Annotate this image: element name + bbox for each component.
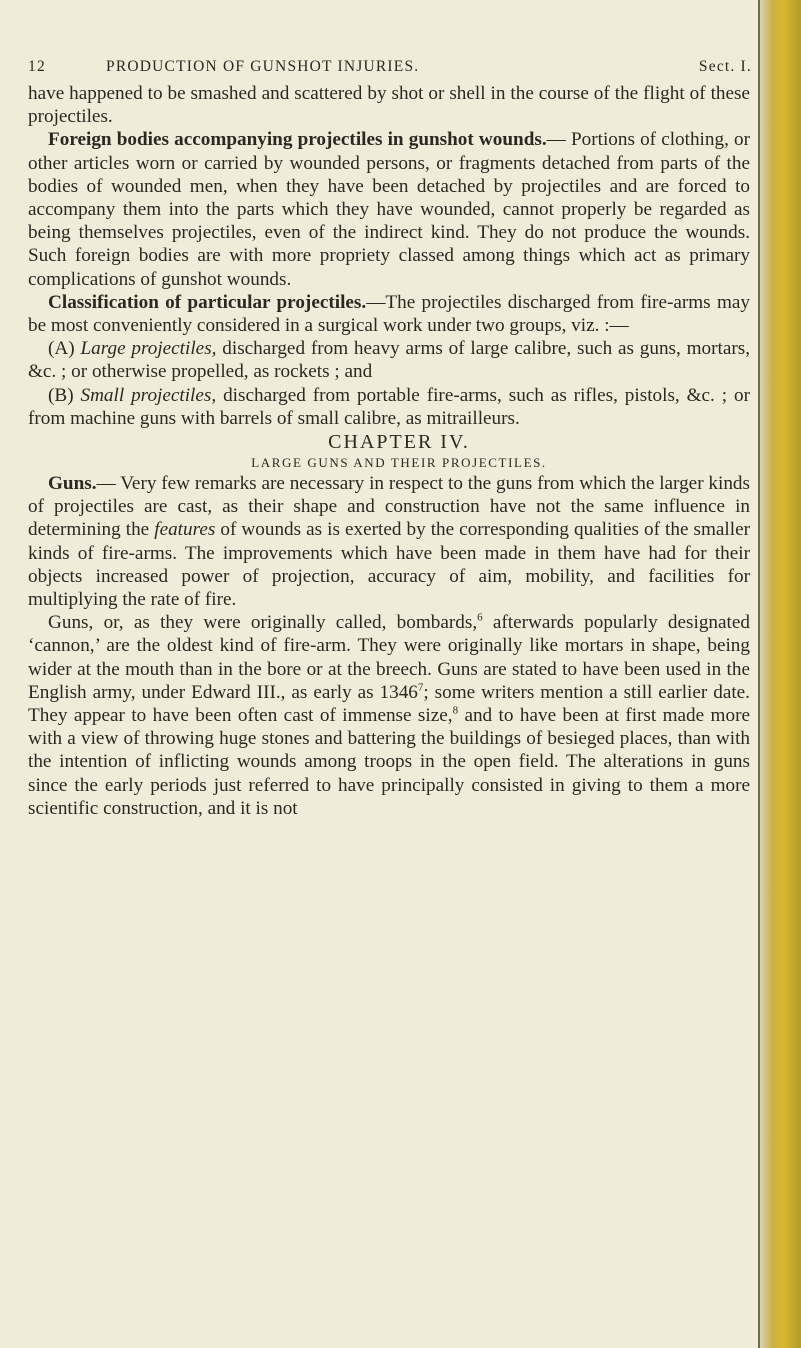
term-features: features <box>154 519 216 541</box>
paragraph-text: — Very few remarks are necessary in respect to the guns from which the larger kinds of projectiles are cast, as their shape and construction have not the same influence in determining the <box>28 473 750 541</box>
term-large-projectiles: Large projectiles, <box>80 338 217 360</box>
paragraph-text: — Portions of clothing, or other articles worn or carried by wounded persons, or fragments detached from parts of the bodies of wounded men, when they have been detached by projectiles and are forced to accompany them into the parts which they have wounded, cannot properly be regarded as being themselves projectiles, even of the indirect kind. They do not produce the wounds. Such foreign bodies are with more propriety classed among things which act as primary complications of gunshot wounds. <box>28 129 750 290</box>
heading-guns: Guns. <box>48 473 97 495</box>
paragraph-bombards <box>28 611 750 820</box>
body-text <box>28 82 750 820</box>
paragraph-continuation: have happened to be smashed and scattered by shot or shell in the course of the flight of these projectiles. <box>28 83 750 128</box>
paragraph-text: discharged from heavy arms of large calibre, such as guns, mortars, &c. ; or otherwise propelled, as rockets ; and <box>28 338 751 383</box>
running-head <box>28 58 752 82</box>
paragraph-text: —The projectiles discharged from fire-arms may be most conveniently considered in a surgical work under two groups, viz. :— <box>28 291 750 337</box>
paragraph-classification <box>28 291 750 337</box>
paragraph-text: and to have been at first made more with a view of throwing huge stones and battering the buildings of besieged places, than with the intention of inflicting wounds among troops in the open field. The alterations in guns since the early periods just referred to have principally consisted in giving to them a more scientific construction, and it is not <box>28 705 750 819</box>
paragraph-text: afterwards popularly designated ‘cannon,’ are the oldest kind of fire-arm. They were originally like mortars in shape, being wider at the mouth than in the bore or at the breech. Guns are stated to have been used in the English army, under Edward III., as early as 1346 <box>28 612 750 703</box>
footnote-ref: 6 <box>477 611 483 624</box>
chapter-title: CHAPTER IV. <box>328 431 470 454</box>
paragraph-text: ; some writers mention a still earlier date. They appear to have been often cast of immense size, <box>28 681 750 727</box>
footnote-ref: 8 <box>452 704 459 717</box>
paragraph-guns <box>28 472 750 611</box>
paragraph-text: Guns, or, as they were originally called, bombards, <box>48 612 478 634</box>
page-number: 12 <box>28 58 46 75</box>
paragraph-text: discharged from portable fire-arms, such as rifles, pistols, &c. ; or from machine guns with barrels of small calibre, as mitrailleurs. <box>28 384 750 429</box>
heading-foreign-bodies: Foreign bodies accompanying projectiles in gunshot wounds. <box>48 129 547 151</box>
list-label: (A) <box>48 338 75 360</box>
book-edge <box>760 0 801 1348</box>
term-small-projectiles: Small projectiles, <box>80 384 217 406</box>
list-label: (B) <box>48 384 74 406</box>
paragraph-small-projectiles <box>28 384 750 430</box>
section-label: Sect. I. <box>698 58 752 75</box>
paragraph-text: of wounds as is exerted by the corresponding qualities of the smaller kinds of fire-arms. The improvements which have been made in them have had for their objects increased power of projection, accuracy of aim, mobility, and facilities for multiplying the rate of fire. <box>28 519 750 611</box>
running-title: PRODUCTION OF GUNSHOT INJURIES. <box>106 58 420 75</box>
paragraph-large-projectiles <box>28 337 750 383</box>
paragraph-foreign-bodies <box>28 128 750 290</box>
chapter-subtitle: LARGE GUNS AND THEIR PROJECTILES. <box>251 455 547 471</box>
footnote-ref: 7 <box>417 681 424 694</box>
heading-classification: Classification of particular projectiles. <box>48 291 367 313</box>
